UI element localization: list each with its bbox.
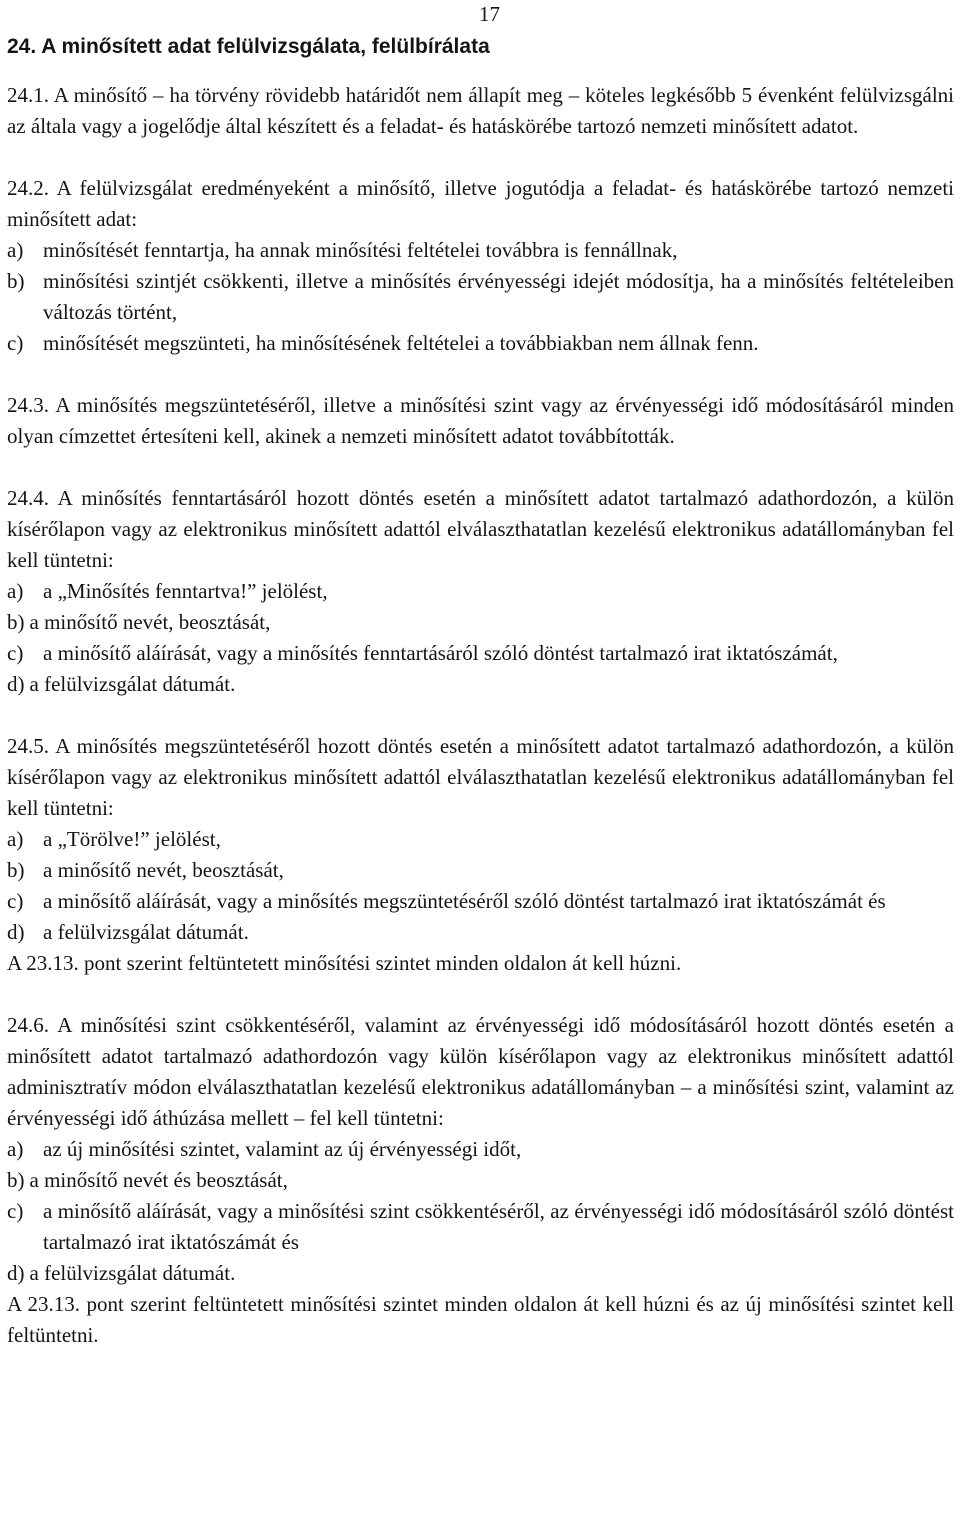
list-item xyxy=(7,266,954,328)
list-marker: d) xyxy=(7,672,25,696)
list-item xyxy=(7,1165,954,1196)
list-item xyxy=(7,886,954,917)
list-item xyxy=(7,607,954,638)
list-item-text: a minősítő aláírását, vagy a minősítési szint csökkentéséről, az érvényességi idő módosításáról szóló döntést tartalmazó irat iktatószámát és xyxy=(43,1199,954,1254)
list-item xyxy=(7,235,954,266)
section-heading: 24. A minősített adat felülvizsgálata, felülbírálata xyxy=(7,35,490,58)
list-marker: b) xyxy=(7,1168,25,1192)
page-number: 17 xyxy=(479,2,500,26)
paragraph-text: 24.6. A minősítési szint csökkentéséről, valamint az érvényességi idő módosításáról hozott döntés esetén a minősített adatot tartalmazó adathordozón vagy külön kísérőlapon vagy az elektronikus minősített adattól adminisztratív módon elválaszthatatlan kezelésű elektronikus adatállományban – a minősítési szint, valamint az érvényességi idő áthúzása mellett – fel kell tüntetni: xyxy=(7,1013,954,1130)
list-item-text: a minősítő nevét és beosztását, xyxy=(29,1168,288,1192)
list-item-text: a minősítő aláírását, vagy a minősítés megszüntetéséről szóló döntést tartalmazó irat iktatószámát és xyxy=(43,889,886,913)
list-marker: a) xyxy=(7,827,24,851)
paragraph-24-5 xyxy=(7,731,954,979)
paragraph-text: 24.5. A minősítés megszüntetéséről hozott döntés esetén a minősített adatot tartalmazó adathordozón, a külön kísérőlapon vagy az elektronikus minősített adattól elválaszthatatlan kezelésű elektronikus adatállományban fel kell tüntetni: xyxy=(7,734,954,820)
list-item-text: a felülvizsgálat dátumát. xyxy=(29,1261,236,1285)
list-item xyxy=(7,638,954,669)
paragraph-24-6 xyxy=(7,1010,954,1351)
list-item xyxy=(7,576,954,607)
list-item xyxy=(7,1258,954,1289)
list-item-text: minősítését fenntartja, ha annak minősítési feltételei továbbra is fennállnak, xyxy=(43,238,678,262)
list-marker: d) xyxy=(7,1261,25,1285)
paragraph-text: 24.2. A felülvizsgálat eredményeként a minősítő, illetve jogutódja a feladat- és hatáskörébe tartozó nemzeti minősített adat: xyxy=(7,176,954,231)
list-marker: a) xyxy=(7,579,24,603)
list-marker: d) xyxy=(7,920,25,944)
list-item xyxy=(7,1196,954,1258)
list-item xyxy=(7,917,954,948)
closing-note: A 23.13. pont szerint feltüntetett minősítési szintet minden oldalon át kell húzni. xyxy=(7,951,682,975)
list-marker: a) xyxy=(7,1137,24,1161)
list-item xyxy=(7,328,954,359)
list-item-text: minősítését megszünteti, ha minősítésének feltételei a továbbiakban nem állnak fenn. xyxy=(43,331,759,355)
list-marker: c) xyxy=(7,889,24,913)
list-item-text: a felülvizsgálat dátumát. xyxy=(29,672,236,696)
list-marker: b) xyxy=(7,858,25,882)
list-item-text: minősítési szintjét csökkenti, illetve a minősítés érvényességi idejét módosítja, ha a minősítés feltételeiben változás történt, xyxy=(43,269,954,324)
list-marker: c) xyxy=(7,1199,24,1223)
list-item-text: a minősítő nevét, beosztását, xyxy=(29,610,271,634)
list-marker: c) xyxy=(7,641,24,665)
list-item xyxy=(7,855,954,886)
closing-note: A 23.13. pont szerint feltüntetett minősítési szintet minden oldalon át kell húzni és az új minősítési szintet kell feltüntetni. xyxy=(7,1292,954,1347)
paragraph-24-1 xyxy=(7,80,954,142)
list-item-text: a „Törölve!” jelölést, xyxy=(43,827,221,851)
list-marker: a) xyxy=(7,238,24,262)
list-item xyxy=(7,669,954,700)
paragraph-24-3 xyxy=(7,390,954,452)
paragraph-text: 24.4. A minősítés fenntartásáról hozott döntés esetén a minősített adatot tartalmazó adathordozón, a külön kísérőlapon vagy az elektronikus minősített adattól elválaszthatatlan kezelésű elektronikus adatállományban fel kell tüntetni: xyxy=(7,486,954,572)
list-item-text: a minősítő aláírását, vagy a minősítés fenntartásáról szóló döntést tartalmazó irat iktatószámát, xyxy=(43,641,838,665)
list-item xyxy=(7,824,954,855)
list-marker: c) xyxy=(7,331,24,355)
list-marker: b) xyxy=(7,610,25,634)
list-marker: b) xyxy=(7,269,25,293)
document-body xyxy=(7,80,954,1382)
list-item-text: a felülvizsgálat dátumát. xyxy=(43,920,249,944)
list-item-text: a „Minősítés fenntartva!” jelölést, xyxy=(43,579,328,603)
paragraph-text: 24.1. A minősítő – ha törvény rövidebb határidőt nem állapít meg – köteles legkésőbb 5 évenként felülvizsgálni az általa vagy a jogelődje által készített és a feladat- és hatáskörébe tartozó nemzeti minősített adatot. xyxy=(7,83,954,138)
paragraph-24-2 xyxy=(7,173,954,359)
list-item-text: az új minősítési szintet, valamint az új érvényességi időt, xyxy=(43,1137,522,1161)
list-item xyxy=(7,1134,954,1165)
list-item-text: a minősítő nevét, beosztását, xyxy=(43,858,284,882)
paragraph-text: 24.3. A minősítés megszüntetéséről, illetve a minősítési szint vagy az érvényességi idő módosításáról minden olyan címzettet értesíteni kell, akinek a nemzeti minősített adatot továbbították. xyxy=(7,393,954,448)
paragraph-24-4 xyxy=(7,483,954,700)
